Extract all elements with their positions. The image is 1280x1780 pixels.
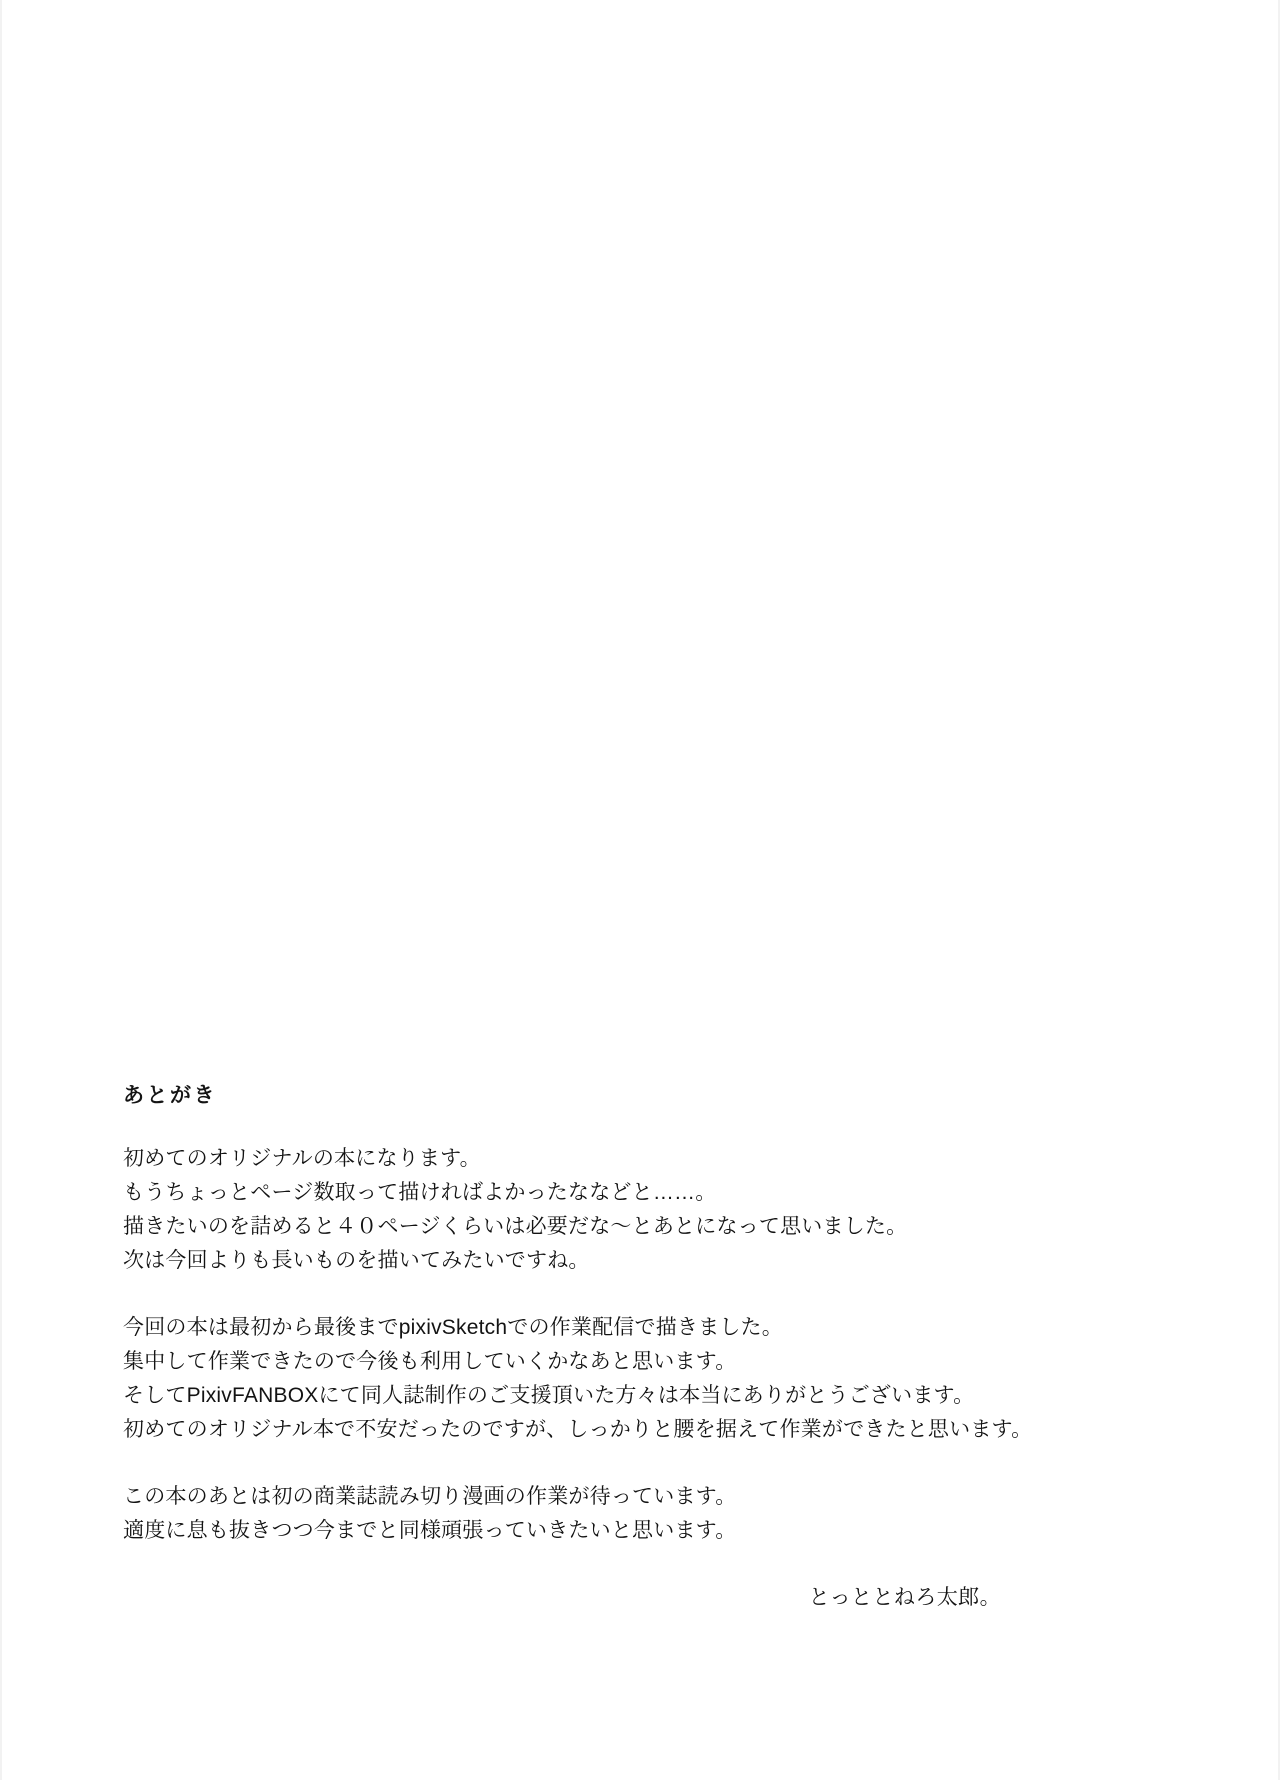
afterword-section xyxy=(123,1083,1123,1611)
afterword-line: もうちょっとページ数取って描ければよかったななどと……。 xyxy=(123,1181,717,1205)
afterword-line: 適度に息も抜きつつ今までと同様頑張っていきたいと思います。 xyxy=(123,1519,737,1543)
afterword-paragraph-1 xyxy=(123,1142,1123,1278)
author-signature: とっととねろ太郎。 xyxy=(808,1586,1001,1610)
afterword-line: 初めてのオリジナル本で不安だったのですが、しっかりと腰を据えて作業ができたと思います。 xyxy=(123,1418,1033,1442)
afterword-line: 初めてのオリジナルの本になります。 xyxy=(123,1147,481,1171)
afterword-paragraph-3 xyxy=(123,1480,1123,1548)
page-left-edge xyxy=(0,0,2,1780)
afterword-line: 描きたいのを詰めると４０ページくらいは必要だな〜とあとになって思いました。 xyxy=(123,1215,908,1239)
afterword-line: 集中して作業できたので今後も利用していくかなあと思います。 xyxy=(123,1350,737,1374)
afterword-line: 次は今回よりも長いものを描いてみたいですね。 xyxy=(123,1249,590,1273)
afterword-line: そしてPixivFANBOXにて同人誌制作のご支援頂いた方々は本当にありがとうございます。 xyxy=(123,1384,975,1408)
afterword-title: あとがき xyxy=(123,1084,218,1107)
afterword-line: 今回の本は最初から最後までpixivSketchでの作業配信で描きました。 xyxy=(123,1316,783,1340)
afterword-line: この本のあとは初の商業誌読み切り漫画の作業が待っています。 xyxy=(123,1485,737,1509)
afterword-paragraph-2 xyxy=(123,1311,1123,1447)
